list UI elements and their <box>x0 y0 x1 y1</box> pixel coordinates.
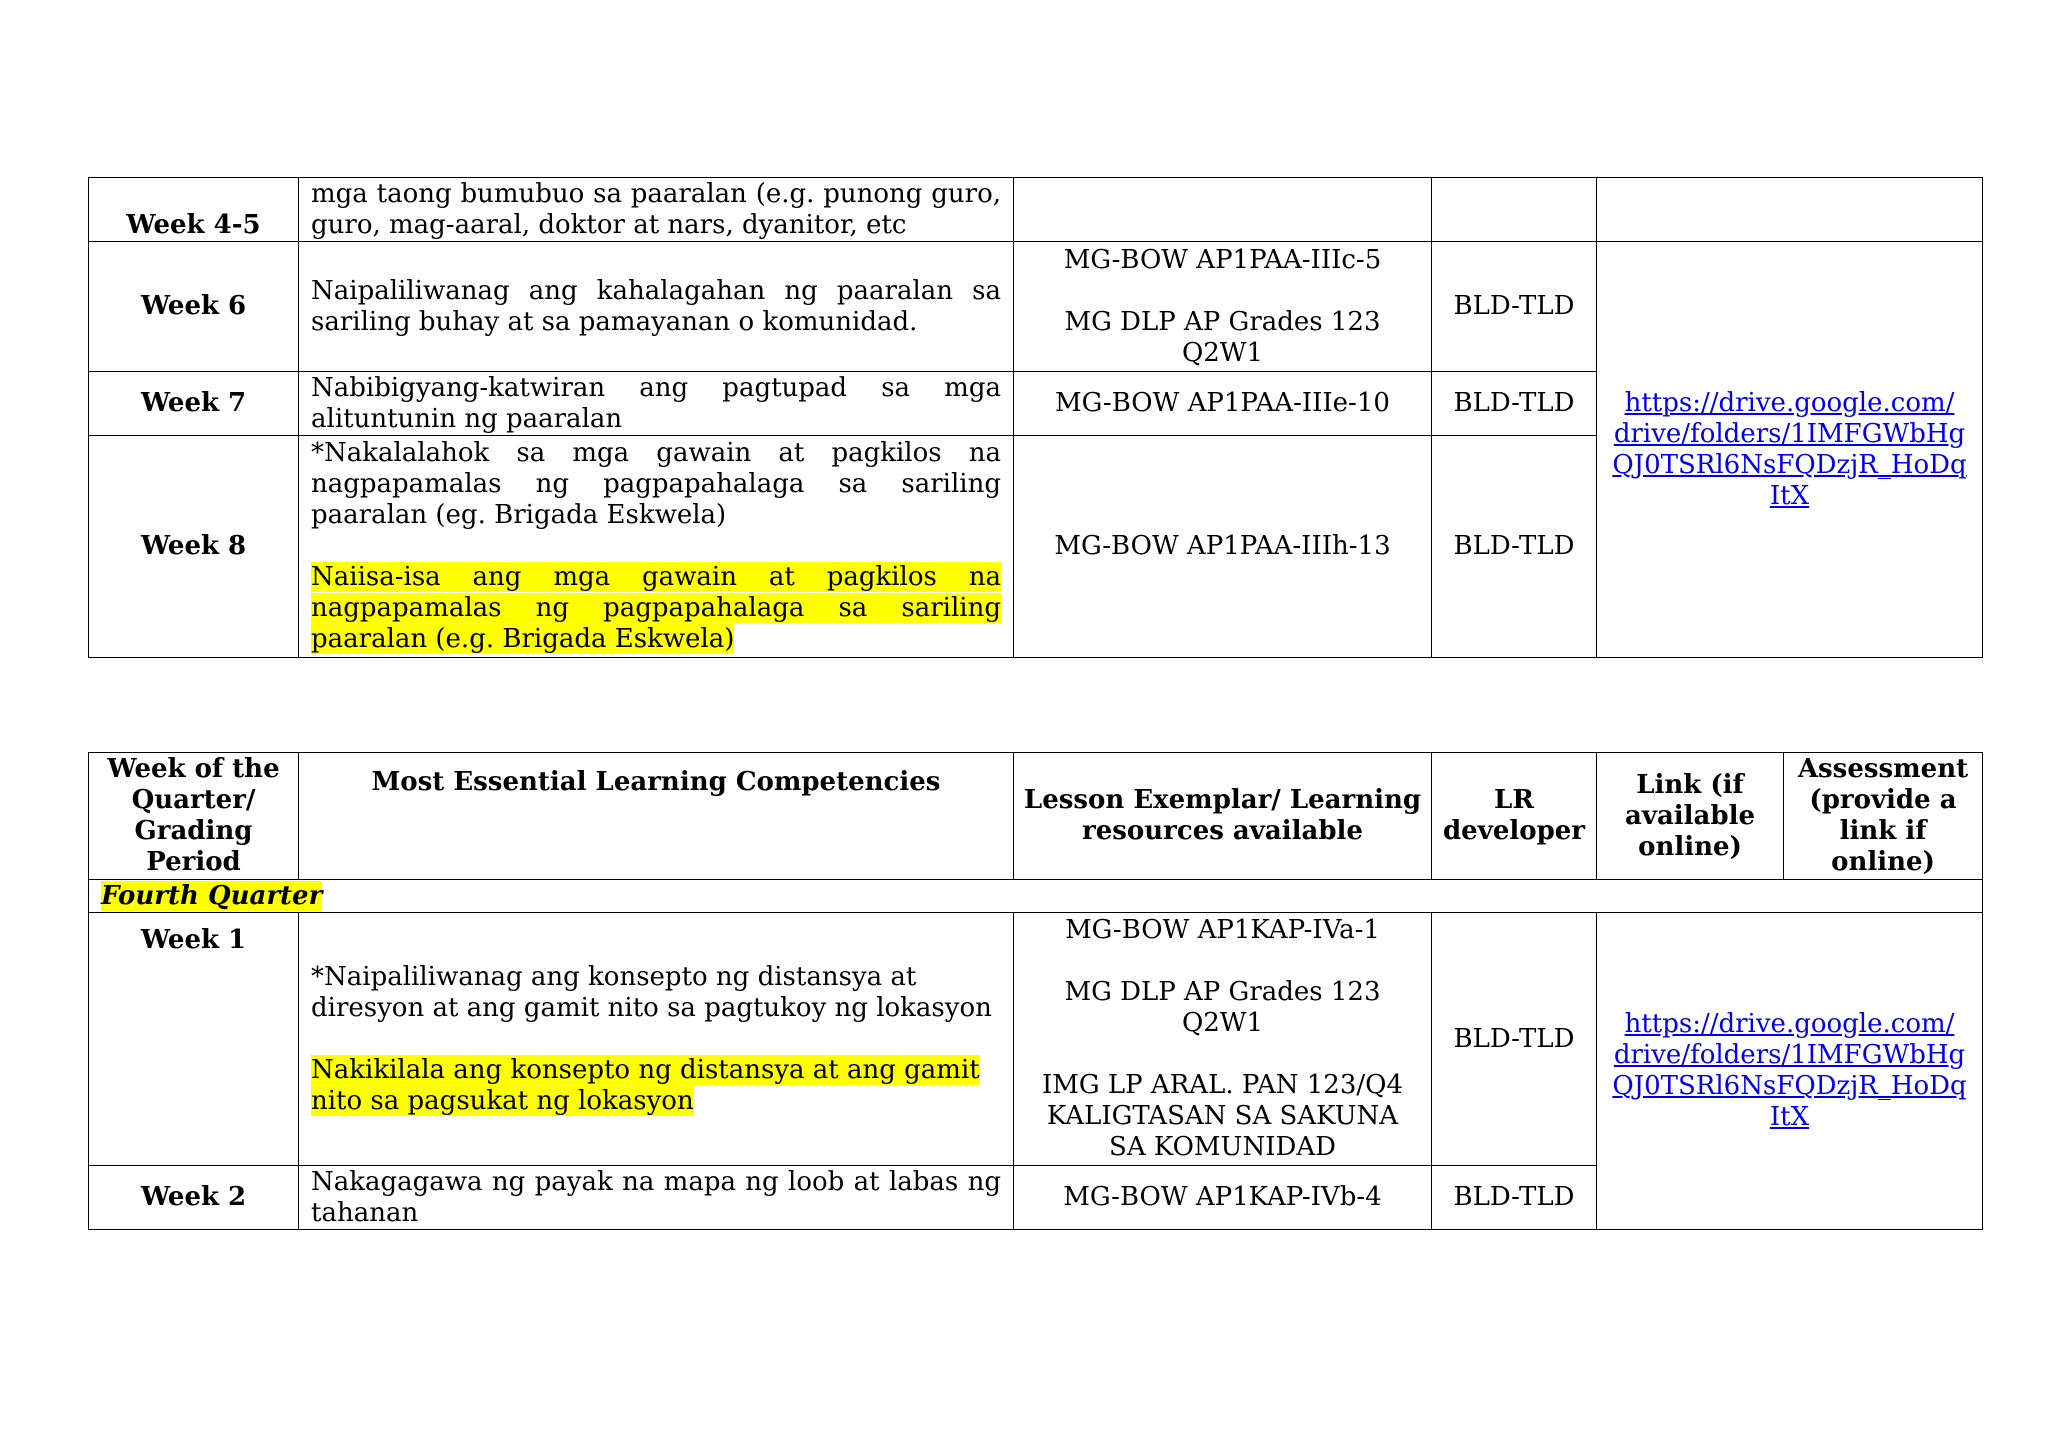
competency-text: *Nakalalahok sa mga gawain at pagkilos na nagpapamalas ng pagpapahalaga sa sariling paaralan (eg. Brigada Eskwela) <box>311 438 1001 530</box>
header-link: Link (if available online) <box>1597 753 1784 880</box>
week-cell: Week 7 <box>89 372 299 436</box>
developer-cell <box>1432 178 1597 242</box>
competency-line: guro, mag-aaral, doktor at nars, dyanitor, etc <box>311 209 907 240</box>
resource-item: MG DLP AP Grades 123 Q2W1 <box>1064 306 1381 368</box>
link-cell-empty <box>1597 178 1983 242</box>
competency-text-highlighted: Nakikilala ang konsepto ng distansya at ang gamit nito sa pagsukat ng lokasyon <box>311 1054 980 1116</box>
resources-cell: MG-BOW AP1PAA-IIIh-13 <box>1014 436 1432 658</box>
week-cell: Week 6 <box>89 242 299 372</box>
header-week: Week of the Quarter/ Grading Period <box>89 753 299 880</box>
competency-cell <box>299 436 1014 658</box>
week-cell: Week 2 <box>89 1166 299 1230</box>
header-lesson: Lesson Exemplar/ Learning resources available <box>1014 753 1432 880</box>
table-row <box>89 242 1983 372</box>
competency-text: *Naipaliliwanag ang konsepto ng distansya at diresyon at ang gamit nito sa pagtukoy ng lokasyon <box>311 961 992 1023</box>
header-row <box>89 753 1983 880</box>
week-cell: Week 1 <box>89 913 299 1166</box>
quarter-row <box>89 880 1983 913</box>
resources-cell <box>1014 178 1432 242</box>
week-cell: Week 4-5 <box>89 178 299 242</box>
developer-cell: BLD-TLD <box>1432 436 1597 658</box>
table-row <box>89 913 1983 1166</box>
resources-cell: MG-BOW AP1PAA-IIIe-10 <box>1014 372 1432 436</box>
header-developer: LR developer <box>1432 753 1597 880</box>
competency-cell: Naipaliliwanag ang kahalagahan ng paaralan sa sariling buhay at sa pamayanan o komunidad. <box>299 242 1014 372</box>
competency-cell: Nakagagawa ng payak na mapa ng loob at labas ng tahanan <box>299 1166 1014 1230</box>
drive-link[interactable]: https://drive.google.com/ drive/folders/1IMFGWbHg QJ0TSRl6NsFQDzjR_HoDq ItX <box>1597 242 1983 658</box>
competency-cell <box>299 178 1014 242</box>
resource-item: MG-BOW AP1PAA-IIIc-5 <box>1063 244 1382 275</box>
competency-text-highlighted: Naiisa-isa ang mga gawain at pagkilos na nagpapamalas ng pagpapahalaga sa sariling paaralan (e.g. Brigada Eskwela) <box>311 562 1001 654</box>
competency-cell <box>299 913 1014 1166</box>
competency-line: mga taong bumubuo sa paaralan (e.g. punong guro, <box>311 178 1001 209</box>
competency-cell: Nabibigyang-katwiran ang pagtupad sa mga alituntunin ng paaralan <box>299 372 1014 436</box>
developer-cell: BLD-TLD <box>1432 913 1597 1166</box>
table-bottom <box>88 752 1983 1230</box>
table-row <box>89 178 1983 242</box>
header-assessment: Assessment (provide a link if online) <box>1784 753 1983 880</box>
drive-link[interactable]: https://drive.google.com/ drive/folders/1IMFGWbHg QJ0TSRl6NsFQDzjR_HoDq ItX <box>1597 913 1983 1230</box>
developer-cell: BLD-TLD <box>1432 1166 1597 1230</box>
developer-cell: BLD-TLD <box>1432 242 1597 372</box>
resource-item: IMG LP ARAL. PAN 123/Q4 KALIGTASAN SA SAKUNA SA KOMUNIDAD <box>1041 1070 1404 1162</box>
table-top <box>88 177 1983 658</box>
resource-item: MG-BOW AP1KAP-IVa-1 <box>1065 915 1380 945</box>
resources-cell <box>1014 242 1432 372</box>
resources-cell <box>1014 913 1432 1166</box>
header-melc: Most Essential Learning Competencies <box>299 753 1014 880</box>
quarter-label: Fourth Quarter <box>89 880 1983 913</box>
resources-cell: MG-BOW AP1KAP-IVb-4 <box>1014 1166 1432 1230</box>
resource-item: MG DLP AP Grades 123 Q2W1 <box>1064 977 1381 1038</box>
developer-cell: BLD-TLD <box>1432 372 1597 436</box>
week-cell: Week 8 <box>89 436 299 658</box>
